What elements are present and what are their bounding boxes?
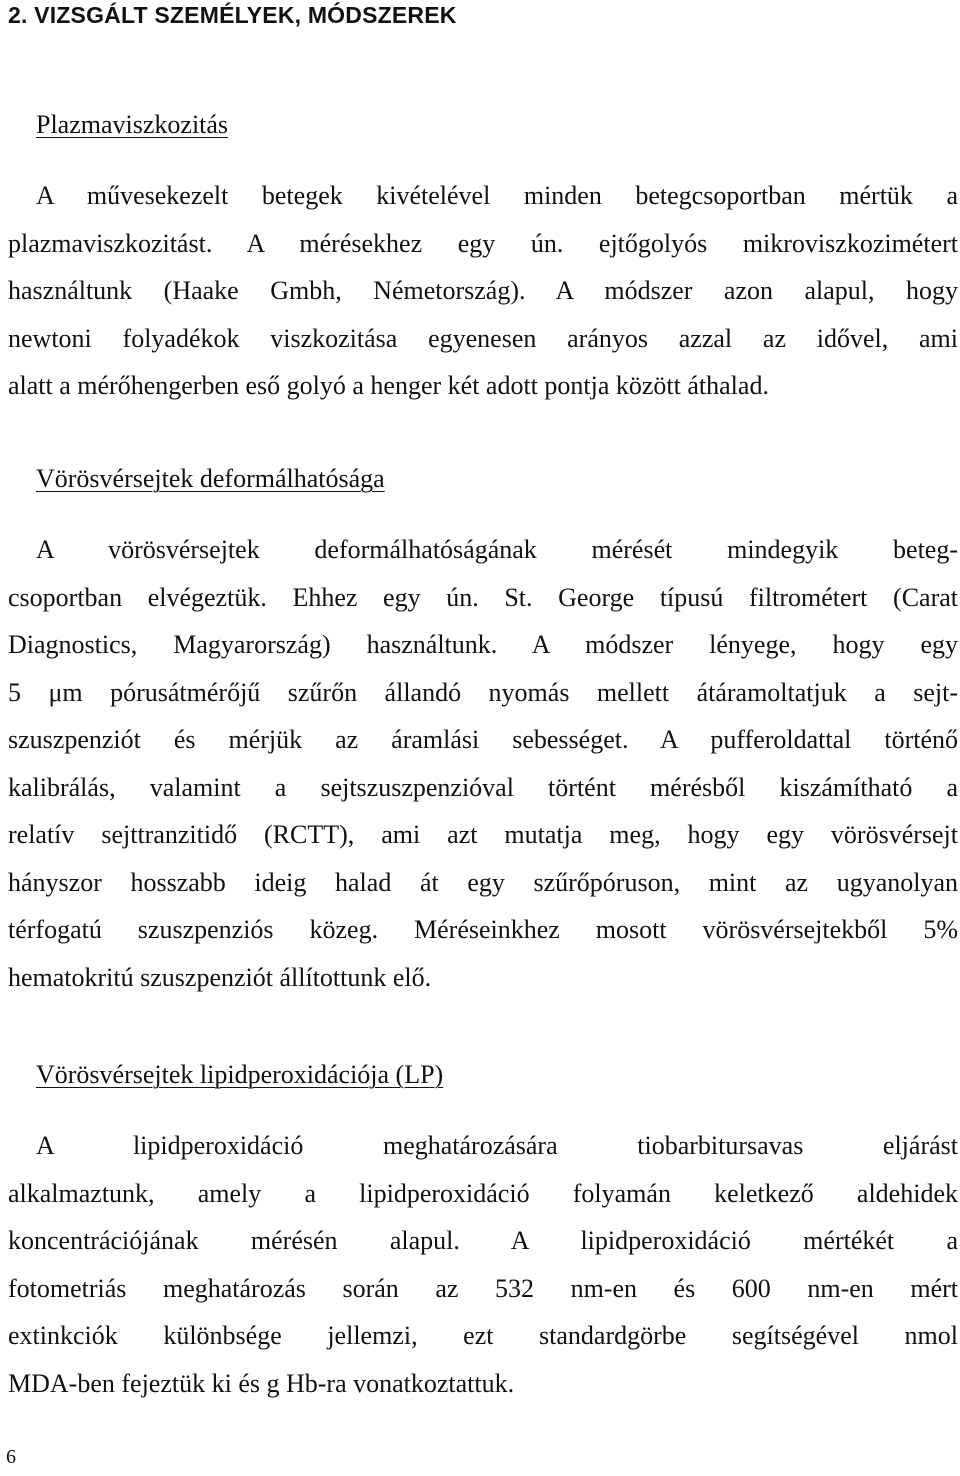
- paragraph-line: koncentrációjának mérésén alapul. A lipidperoxidáció mértékét a: [8, 1226, 958, 1255]
- paragraph-line: A lipidperoxidáció meghatározására tiobarbitursavas eljárást: [36, 1131, 958, 1160]
- paragraph-line: relatív sejttranzitidő (RCTT), ami azt mutatja meg, hogy egy vörösvérsejt: [8, 820, 958, 849]
- paragraph-line: newtoni folyadékok viszkozitása egyenesen arányos azzal az idővel, ami: [8, 323, 958, 353]
- paragraph-line: A vörösvérsejtek deformálhatóságának mérését mindegyik beteg-: [36, 535, 958, 564]
- section-paragraph: [8, 172, 958, 410]
- section-paragraph: [8, 526, 958, 1001]
- paragraph-line: alatt a mérőhengerben eső golyó a henger két adott pontja között áthalad.: [8, 371, 769, 400]
- paragraph-line: szuszpenziót és mérjük az áramlási sebességet. A pufferoldattal történő: [8, 725, 958, 754]
- paragraph-line: 5 μm pórusátmérőjű szűrőn állandó nyomás mellett átáramoltatjuk a sejt-: [8, 677, 958, 707]
- section-heading: Vörösvérsejtek deformálhatósága: [36, 464, 385, 493]
- paragraph-line: MDA-ben fejeztük ki és g Hb-ra vonatkoztattuk.: [8, 1368, 515, 1398]
- paragraph-line: hányszor hosszabb ideig halad át egy szűrőpóruson, mint az ugyanolyan: [8, 867, 958, 897]
- chapter-title: 2. VIZSGÁLT SZEMÉLYEK, MÓDSZEREK: [8, 2, 457, 28]
- paragraph-line: kalibrálás, valamint a sejtszuszpenzióval történt mérésből kiszámítható a: [8, 772, 958, 802]
- section-rbc-lipid-peroxidation: [8, 1060, 958, 1407]
- paragraph-line: használtunk (Haake Gmbh, Németország). A módszer azon alapul, hogy: [8, 276, 958, 305]
- section-paragraph: [8, 1122, 958, 1407]
- paragraph-line: A művesekezelt betegek kivételével minden betegcsoportban mértük a: [36, 181, 958, 210]
- paragraph-line: Diagnostics, Magyarország) használtunk. A módszer lényege, hogy egy: [8, 630, 958, 659]
- paragraph-line: extinkciók különbsége jellemzi, ezt standardgörbe segítségével nmol: [8, 1321, 958, 1350]
- paragraph-line: alkalmaztunk, amely a lipidperoxidáció folyamán keletkező aldehidek: [8, 1178, 958, 1208]
- section-heading: Vörösvérsejtek lipidperoxidációja (LP): [36, 1060, 444, 1089]
- page-number: 6: [6, 1446, 16, 1468]
- section-rbc-deformability: [8, 464, 958, 1001]
- paragraph-line: fotometriás meghatározás során az 532 nm-en és 600 nm-en mért: [8, 1273, 958, 1303]
- section-plasma-viscosity: [8, 110, 958, 410]
- section-heading: Plazmaviszkozitás: [36, 110, 229, 139]
- paragraph-line: hematokritú szuszpenziót állítottunk elő.: [8, 962, 432, 992]
- paragraph-line: térfogatú szuszpenziós közeg. Méréseinkhez mosott vörösvérsejtekből 5%: [8, 915, 958, 944]
- paragraph-line: plazmaviszkozitást. A mérésekhez egy ún. ejtőgolyós mikroviszkozimétert: [8, 228, 958, 258]
- paragraph-line: csoportban elvégeztük. Ehhez egy ún. St. George típusú filtrométert (Carat: [8, 582, 958, 612]
